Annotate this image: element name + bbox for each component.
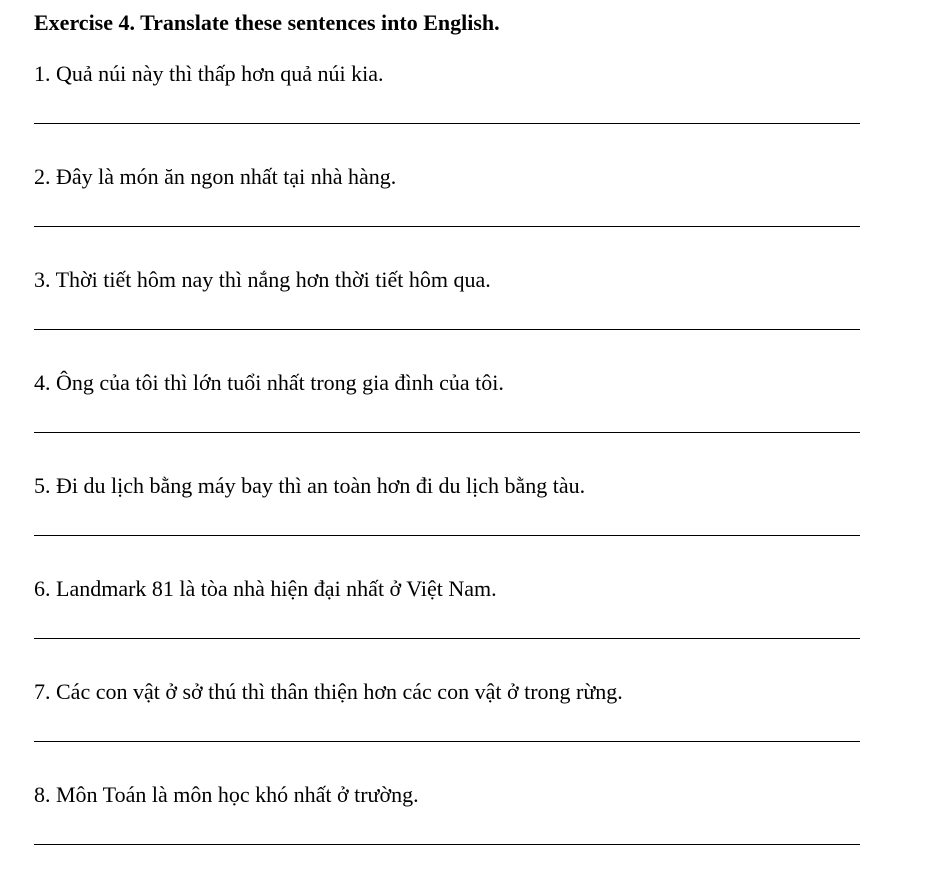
answer-line-2[interactable] — [34, 226, 860, 227]
sentence-5: 5. Đi du lịch bằng máy bay thì an toàn hơn đi du lịch bằng tàu. — [34, 473, 586, 498]
exercise-item-6 — [34, 575, 860, 603]
exercise-item-8 — [34, 781, 860, 809]
sentence-1: 1. Quả núi này thì thấp hơn quả núi kia. — [34, 61, 384, 86]
exercise-item-2 — [34, 163, 860, 191]
exercise-item-4 — [34, 369, 860, 397]
answer-line-1[interactable] — [34, 123, 860, 124]
exercise-item-3 — [34, 266, 860, 294]
exercise-item-7 — [34, 678, 860, 706]
answer-line-8[interactable] — [34, 844, 860, 845]
sentence-6: 6. Landmark 81 là tòa nhà hiện đại nhất ở Việt Nam. — [34, 576, 497, 601]
answer-line-4[interactable] — [34, 432, 860, 433]
sentence-3: 3. Thời tiết hôm nay thì nắng hơn thời tiết hôm qua. — [34, 267, 491, 292]
sentence-2: 2. Đây là món ăn ngon nhất tại nhà hàng. — [34, 164, 397, 189]
exercise-item-5 — [34, 472, 860, 500]
sentence-7: 7. Các con vật ở sở thú thì thân thiện hơn các con vật ở trong rừng. — [34, 679, 623, 704]
exercise-item-1 — [34, 60, 860, 88]
answer-line-5[interactable] — [34, 535, 860, 536]
sentence-8: 8. Môn Toán là môn học khó nhất ở trường. — [34, 782, 419, 807]
sentence-4: 4. Ông của tôi thì lớn tuổi nhất trong gia đình của tôi. — [34, 370, 504, 395]
answer-line-6[interactable] — [34, 638, 860, 639]
exercise-title: Exercise 4. Translate these sentences into English. — [34, 10, 500, 35]
answer-line-7[interactable] — [34, 741, 860, 742]
answer-line-3[interactable] — [34, 329, 860, 330]
